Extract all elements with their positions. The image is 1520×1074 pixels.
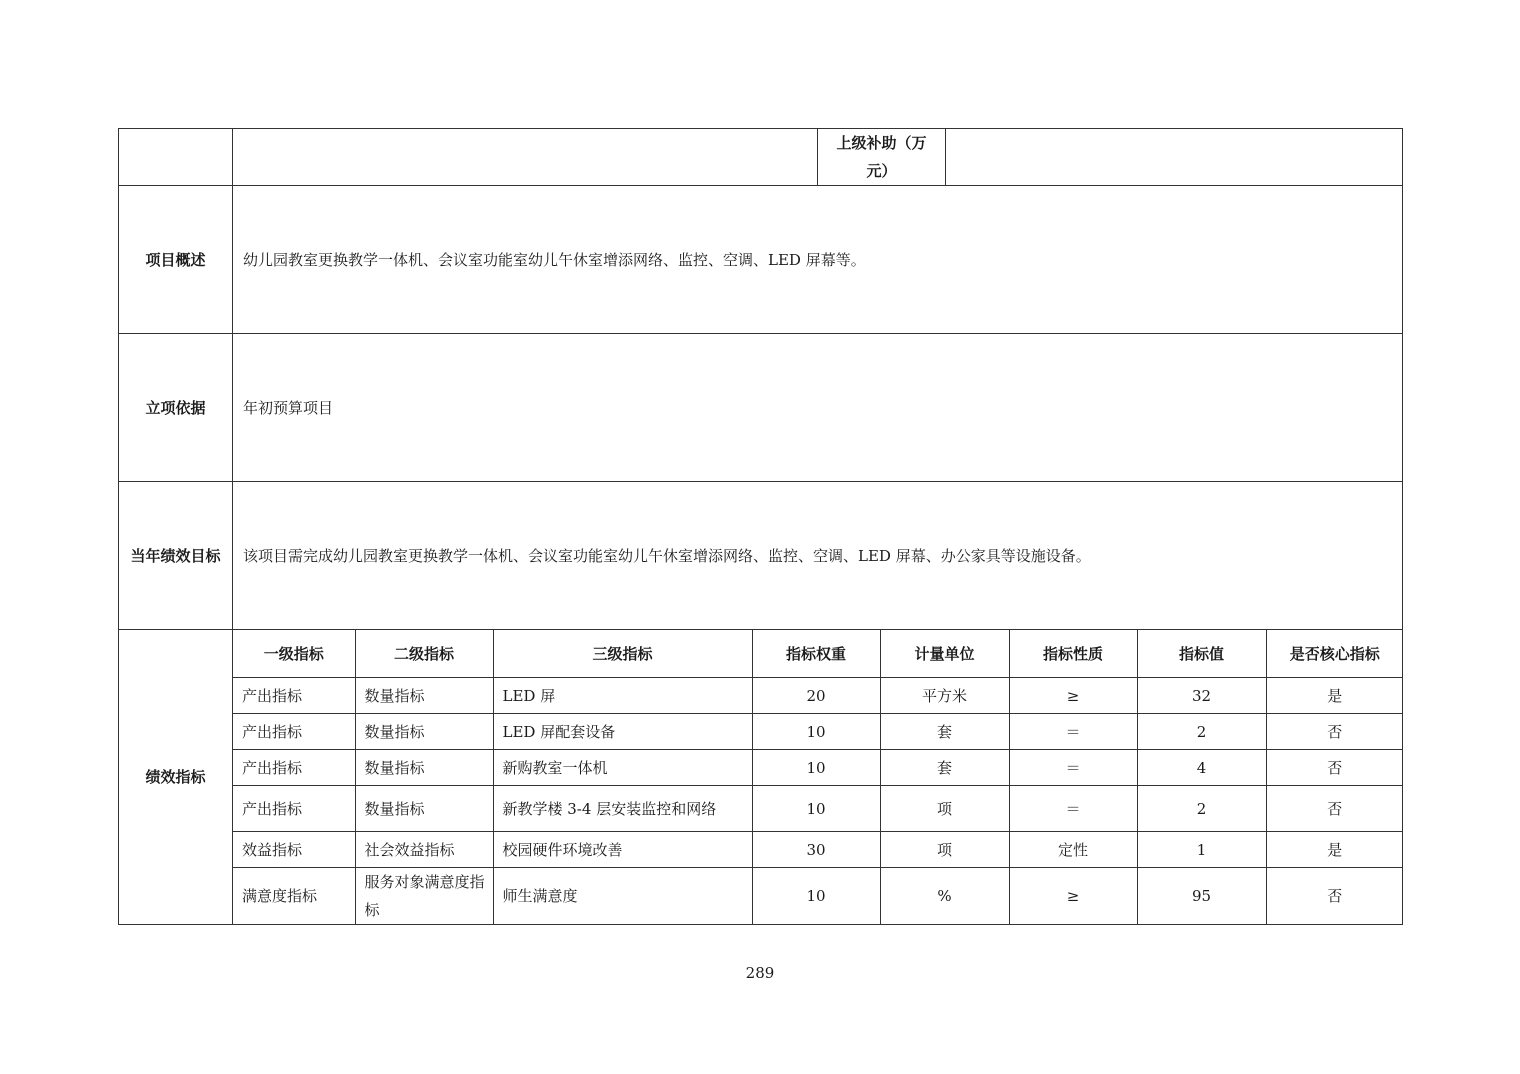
empty-content-cell: [233, 129, 818, 186]
cell-value: 4: [1137, 750, 1266, 786]
empty-label-cell: [119, 129, 233, 186]
table-row: [233, 714, 1403, 750]
table-row: [233, 750, 1403, 786]
header-nature: 指标性质: [1009, 630, 1137, 678]
header-unit: 计量单位: [880, 630, 1009, 678]
subsidy-value: [946, 129, 1403, 186]
cell-unit: 套: [880, 750, 1009, 786]
goal-text: 该项目需完成幼儿园教室更换教学一体机、会议室功能室幼儿午休室增添网络、监控、空调、LED 屏幕、办公家具等设施设备。: [233, 482, 1403, 630]
cell-nature: ≥: [1009, 678, 1137, 714]
cell-weight: 10: [752, 714, 880, 750]
basis-row: [119, 334, 1403, 482]
cell-core: 否: [1266, 750, 1403, 786]
cell-level1: 效益指标: [233, 832, 355, 868]
cell-level2: 社会效益指标: [355, 832, 493, 868]
cell-weight: 30: [752, 832, 880, 868]
indicators-label: 绩效指标: [119, 630, 233, 925]
cell-core: 否: [1266, 714, 1403, 750]
cell-unit: 项: [880, 832, 1009, 868]
cell-nature: ≥: [1009, 868, 1137, 925]
project-table: [118, 128, 1403, 925]
cell-level2: 数量指标: [355, 714, 493, 750]
goal-row: [119, 482, 1403, 630]
cell-level3: 校园硬件环境改善: [493, 832, 752, 868]
cell-level1: 产出指标: [233, 750, 355, 786]
header-level3: 三级指标: [493, 630, 752, 678]
cell-level2: 服务对象满意度指标: [355, 868, 493, 925]
cell-level3: LED 屏: [493, 678, 752, 714]
indicators-cell: [233, 630, 1403, 925]
cell-nature: ＝: [1009, 714, 1137, 750]
cell-value: 2: [1137, 786, 1266, 832]
cell-nature: ＝: [1009, 750, 1137, 786]
indicator-header-row: [233, 630, 1403, 678]
header-value: 指标值: [1137, 630, 1266, 678]
cell-core: 否: [1266, 786, 1403, 832]
cell-value: 1: [1137, 832, 1266, 868]
cell-level3: 新购教室一体机: [493, 750, 752, 786]
goal-label: 当年绩效目标: [119, 482, 233, 630]
cell-weight: 10: [752, 868, 880, 925]
overview-label: 项目概述: [119, 186, 233, 334]
cell-value: 2: [1137, 714, 1266, 750]
table-row: [233, 786, 1403, 832]
cell-weight: 10: [752, 750, 880, 786]
cell-level1: 产出指标: [233, 678, 355, 714]
cell-weight: 20: [752, 678, 880, 714]
header-level1: 一级指标: [233, 630, 355, 678]
cell-weight: 10: [752, 786, 880, 832]
header-weight: 指标权重: [752, 630, 880, 678]
cell-core: 否: [1266, 868, 1403, 925]
cell-unit: 项: [880, 786, 1009, 832]
cell-core: 是: [1266, 678, 1403, 714]
cell-level2: 数量指标: [355, 750, 493, 786]
subsidy-row: [119, 129, 1403, 186]
cell-core: 是: [1266, 832, 1403, 868]
cell-unit: %: [880, 868, 1009, 925]
cell-unit: 套: [880, 714, 1009, 750]
overview-row: [119, 186, 1403, 334]
overview-text: 幼儿园教室更换教学一体机、会议室功能室幼儿午休室增添网络、监控、空调、LED 屏幕等。: [233, 186, 1403, 334]
basis-text: 年初预算项目: [233, 334, 1403, 482]
cell-level1: 产出指标: [233, 714, 355, 750]
cell-level1: 满意度指标: [233, 868, 355, 925]
cell-value: 32: [1137, 678, 1266, 714]
cell-nature: 定性: [1009, 832, 1137, 868]
indicators-row: [119, 630, 1403, 925]
table-row: [233, 832, 1403, 868]
table-row: [233, 678, 1403, 714]
indicator-table: [233, 630, 1403, 924]
header-level2: 二级指标: [355, 630, 493, 678]
cell-level3: 师生满意度: [493, 868, 752, 925]
cell-level3: 新教学楼 3-4 层安装监控和网络: [493, 786, 752, 832]
cell-level3: LED 屏配套设备: [493, 714, 752, 750]
table-row: [233, 868, 1403, 925]
page-number: 289: [745, 964, 775, 982]
cell-level2: 数量指标: [355, 678, 493, 714]
cell-nature: ＝: [1009, 786, 1137, 832]
basis-label: 立项依据: [119, 334, 233, 482]
cell-value: 95: [1137, 868, 1266, 925]
cell-level2: 数量指标: [355, 786, 493, 832]
header-core: 是否核心指标: [1266, 630, 1403, 678]
cell-level1: 产出指标: [233, 786, 355, 832]
subsidy-label: 上级补助（万元）: [818, 129, 946, 186]
cell-unit: 平方米: [880, 678, 1009, 714]
